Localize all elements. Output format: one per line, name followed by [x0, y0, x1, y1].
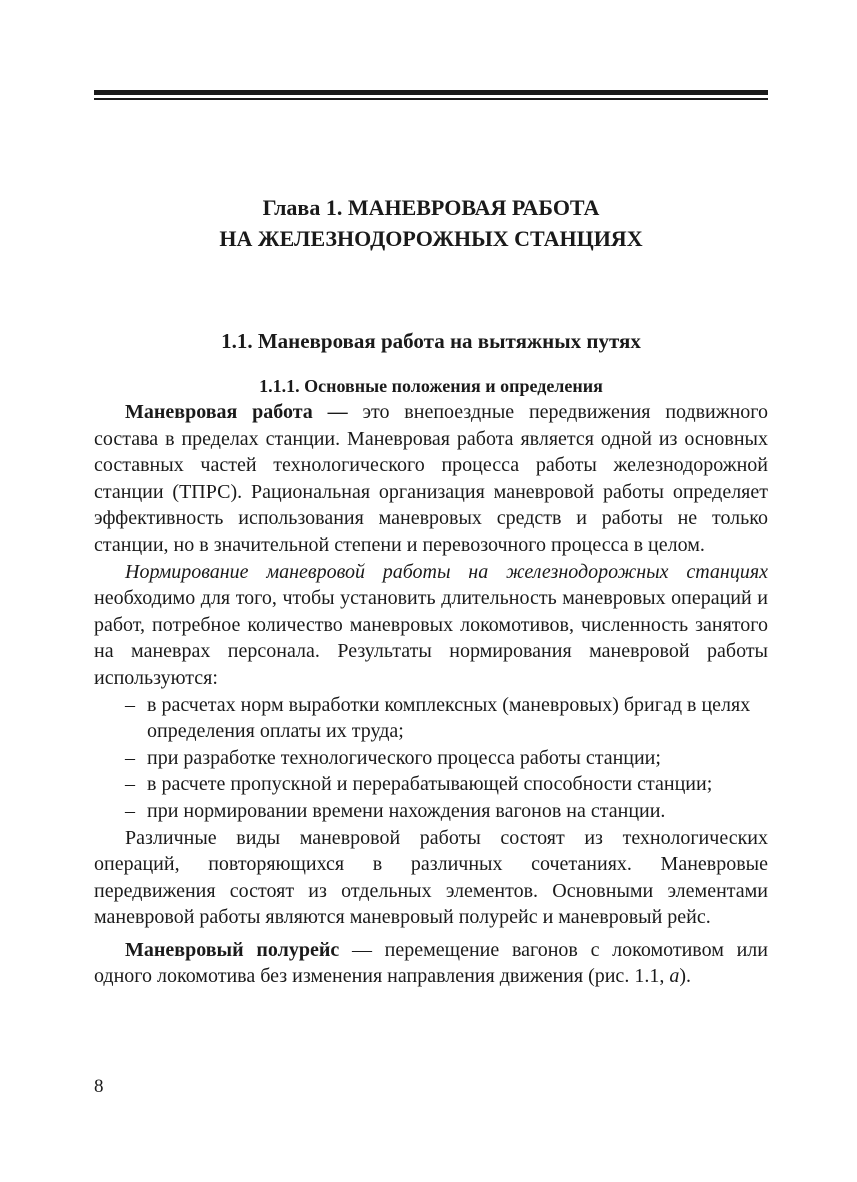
list-dash: –: [125, 773, 135, 796]
chapter-title: [94, 192, 768, 254]
paragraph-3: Различные виды маневровой работы состоят из технологических операций, повторяющихся в различных сочетаниях. Маневровые передвижения состоят из отдельных элементов. Основными элементами маневровой работы являются маневровый полурейс и маневровый рейс.: [94, 826, 768, 929]
list-item: [94, 771, 768, 798]
paragraph-2: [94, 559, 768, 692]
list-item-text: в расчетах норм выработки комплексных (маневровых) бригад в целях определения оплаты их труда;: [147, 693, 751, 743]
term-half-trip: Маневровый полурейс: [125, 938, 340, 961]
paragraph-1-text: это внепоездные передвижения подвижного состава в пределах станции. Маневровая работа является одной из основных составных частей технологического процесса работы железнодорожной станции (ТПРС). Рациональная организация маневровой работы определяет эффективность использования маневровых средств и работы не только станции, но в значительной степени и перевозочного процесса в целом.: [94, 401, 768, 556]
chapter-title-line-1: Глава 1. МАНЕВРОВАЯ РАБОТА: [262, 195, 600, 220]
paragraph-1: [94, 399, 768, 559]
subsection-title: 1.1.1. Основные положения и определения: [259, 376, 603, 396]
list-dash: –: [125, 746, 135, 769]
list-item: [94, 798, 768, 825]
usage-list: [94, 692, 768, 825]
list-dash: –: [125, 693, 135, 716]
term-shunting-work: Маневровая работа —: [125, 401, 348, 423]
list-item-text: при нормировании времени нахождения вагонов на станции.: [147, 799, 666, 822]
list-dash: –: [125, 799, 135, 822]
paragraph-4-text: — перемещение вагонов с локомотивом или одного локомотива без изменения направления движения (рис. 1.1,: [94, 938, 768, 988]
figure-ref-letter: а: [669, 965, 680, 988]
page-number: 8: [94, 1076, 104, 1097]
header-rule-thin: [94, 98, 768, 100]
body-text: [94, 399, 768, 990]
paragraph-4-end: ).: [679, 965, 691, 988]
list-item-text: в расчете пропускной и перерабатывающей способности станции;: [147, 773, 713, 796]
section-title: 1.1. Маневровая работа на вытяжных путях: [221, 329, 641, 353]
term-norming: Нормирование маневровой работы на железнодорожных станциях: [125, 560, 768, 583]
header-rule-thick: [94, 90, 768, 95]
paragraph-2-text: необходимо для того, чтобы установить длительность маневровых операций и работ, потребное количество маневровых локомотивов, численность занятого на маневрах персонала. Результаты нормирования маневровой работы используются:: [94, 587, 768, 689]
list-item: [94, 745, 768, 772]
chapter-title-line-2: НА ЖЕЛЕЗНОДОРОЖНЫХ СТАНЦИЯХ: [219, 226, 643, 251]
paragraph-4: [94, 937, 768, 990]
list-item-text: при разработке технологического процесса работы станции;: [147, 746, 661, 769]
list-item: [94, 692, 768, 745]
